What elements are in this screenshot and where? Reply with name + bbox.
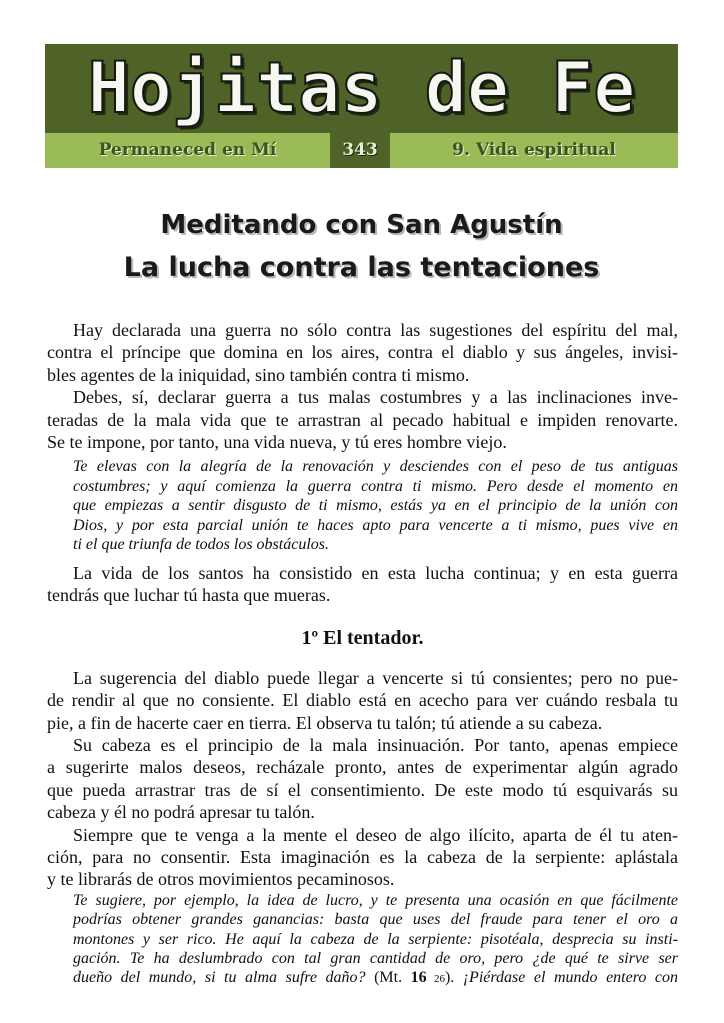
quotation-block <box>47 891 678 990</box>
text-line: bles agentes de la iniquidad, sino también contra ti mismo. <box>47 364 470 385</box>
text-line: a sugerirte malos deseos, recházale pronto, antes de experimentar algún agrado <box>47 757 678 778</box>
text-line: que pueda arrastrar tras de sí el consentimiento. De este modo tú esquivarás su <box>47 779 678 800</box>
text-line: de rendir al que no consiente. El diablo está en acecho para ver cuándo resbala tu <box>47 690 678 711</box>
article-body <box>47 319 678 990</box>
masthead-title-band <box>45 44 678 133</box>
bible-reference-chapter: 16 <box>410 969 427 987</box>
article-title: Meditando con San Agustín <box>160 210 563 240</box>
paragraph <box>47 562 678 607</box>
text-line: ti el que triunfa de todos los obstáculos. <box>73 536 329 554</box>
text-line: pie, a fin de hacerte caer en tierra. El observa tu talón; tú atiende a su cabeza. <box>47 712 603 733</box>
text-line: costumbres; y aquí comienza la guerra contra ti mismo. Pero desde el momento en <box>73 477 678 495</box>
paragraph <box>47 734 678 824</box>
text-line <box>73 968 678 989</box>
text-line: y te librarás de otros movimientos pecaminosos. <box>47 869 395 890</box>
text-line: podrías obtener grandes ganancias: basta que uses del fraude para tener el oro a <box>73 911 678 929</box>
text-line: Te sugiere, por ejemplo, la idea de lucro, y te presenta una ocasión en que fácilmente <box>73 891 678 909</box>
masthead-info-bar <box>45 133 678 168</box>
paragraph <box>47 667 678 734</box>
text-line: tendrás que luchar tú hasta que mueras. <box>47 585 331 606</box>
bible-reference-close: ). <box>444 969 455 987</box>
text-line: Debes, sí, declarar guerra a tus malas costumbres y a las inclinaciones inve- <box>73 387 678 408</box>
bible-reference-verse: 26 <box>426 973 445 986</box>
publication-title: Hojitas de Fe <box>87 47 636 129</box>
text-line: contra el príncipe que domina en los aires, contra el diablo y sus ángeles, invisi- <box>47 342 678 363</box>
text-line: que empiezas a sentir disgusto de ti mismo, estás ya en el principio de la unión con <box>73 497 678 515</box>
paragraph <box>47 386 678 453</box>
text-line: cabeza y él no podrá apresar tu talón. <box>47 802 315 823</box>
text-line: Hay declarada una guerra no sólo contra las sugestiones del espíritu del mal, <box>73 320 678 340</box>
text-line: Se te impone, por tanto, una vida nueva, y tú eres hombre viejo. <box>47 432 507 453</box>
quotation-block <box>47 457 678 554</box>
text-line: Siempre que te venga a la mente el deseo de algo ilícito, aparta de él tu aten- <box>73 824 678 845</box>
text-line: montones y ser rico. He aquí la cabeza de la serpiente: pisotéala, desprecia su insti- <box>73 930 678 948</box>
paragraph <box>47 319 678 386</box>
section-heading: 1º El tentador. <box>301 626 424 649</box>
text-line: La sugerencia del diablo puede llegar a vencerte si tú consientes; pero no pue- <box>73 667 678 688</box>
paragraph <box>47 824 678 891</box>
text-line: Su cabeza es el principio de la mala insinuación. Por tanto, apenas empiece <box>73 735 678 755</box>
text-line: teradas de la mala vida que te arrastran al pecado habitual e impiden renovarte. <box>47 409 678 430</box>
issue-number: 343 <box>330 133 390 168</box>
text-line: Te elevas con la alegría de la renovación y desciendes con el peso de tus antiguas <box>73 458 678 476</box>
series-section: 9. Vida espiritual <box>452 140 616 160</box>
text-line: gación. Te ha deslumbrado con tal gran cantidad de oro, pero ¿de qué te sirve ser <box>73 950 678 968</box>
text-line: La vida de los santos ha consistido en esta lucha continua; y en esta guerra <box>73 562 678 583</box>
quote-text: ¡Piérdase el mundo entero con <box>454 969 679 987</box>
article-subtitle: La lucha contra las tentaciones <box>123 252 600 283</box>
masthead <box>45 44 678 168</box>
text-line: Dios, y por esta parcial unión te haces apto para vencerte a ti mismo, pues vive en <box>73 516 678 534</box>
series-motto: Permaneced en Mí <box>98 140 277 160</box>
text-line: ción, para no consentir. Esta imaginación es la cabeza de la serpiente: aplástala <box>47 847 678 868</box>
bible-reference-open: (Mt. <box>365 969 411 987</box>
quote-text: dueño del mundo, si tu alma sufre daño? <box>73 969 366 987</box>
